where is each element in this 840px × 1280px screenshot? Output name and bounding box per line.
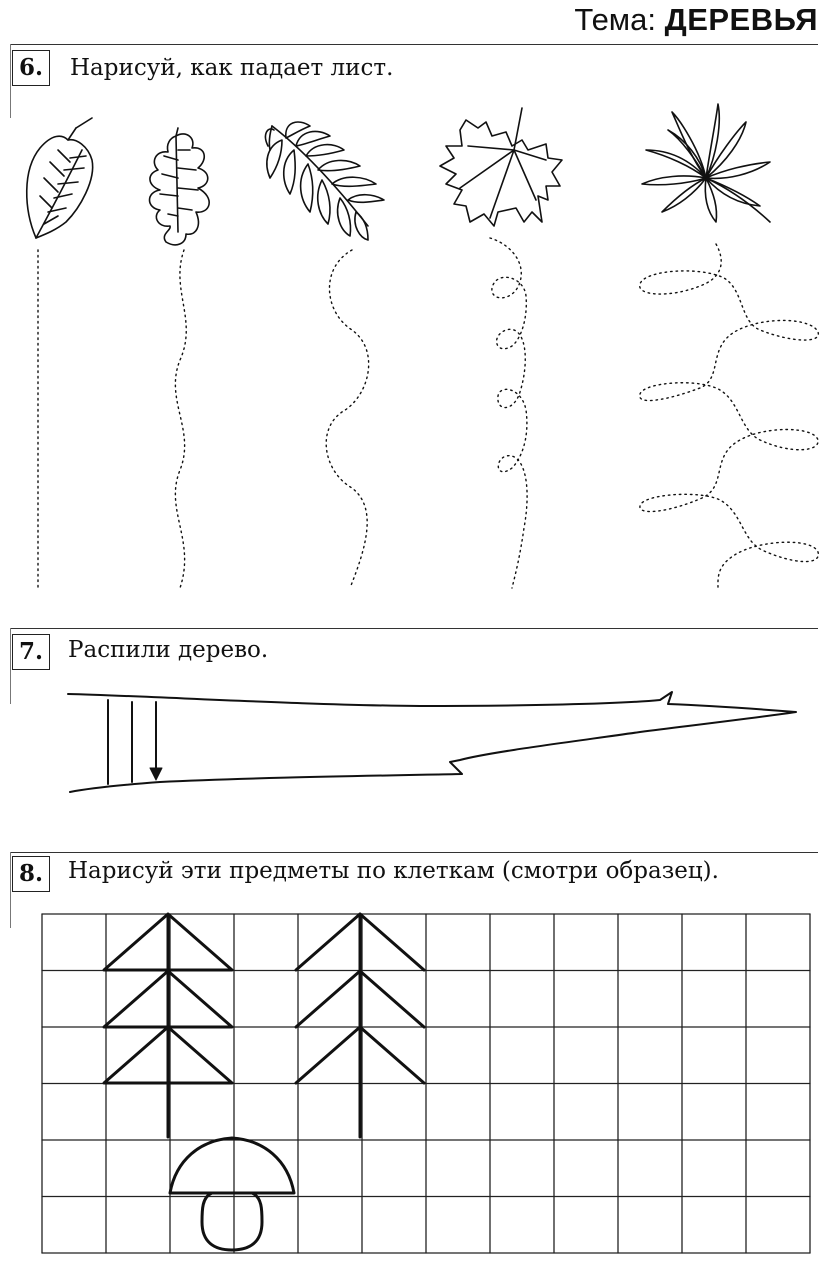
task-8-number: 8. bbox=[12, 856, 50, 892]
trunk-outline bbox=[68, 692, 796, 792]
trail-loops bbox=[490, 238, 527, 588]
task-6-text: Нарисуй, как падает лист. bbox=[70, 55, 394, 81]
tree-trunk-illustration bbox=[68, 692, 796, 792]
mushroom-stem bbox=[202, 1193, 262, 1250]
topic-value: ДЕРЕВЬЯ bbox=[664, 2, 818, 37]
trail-gentle-wave bbox=[175, 250, 186, 588]
cut-arrow-icon bbox=[150, 768, 162, 780]
task-7-text: Распили дерево. bbox=[68, 637, 269, 663]
fir-tree-outline-example bbox=[296, 914, 424, 1137]
task-6-number: 6. bbox=[12, 50, 50, 86]
leaf-fall-trails bbox=[38, 238, 818, 588]
oak-leaf-icon bbox=[150, 128, 210, 245]
birch-leaf-icon bbox=[27, 118, 93, 238]
task-7-number: 7. bbox=[12, 634, 50, 670]
chestnut-leaf-icon bbox=[642, 104, 770, 222]
task-8-text: Нарисуй эти предметы по клеткам (смотри образец). bbox=[68, 858, 719, 884]
fir-tree-example bbox=[104, 914, 232, 1137]
trail-wave bbox=[326, 250, 368, 588]
topic-label: Тема: bbox=[574, 2, 656, 37]
maple-leaf-icon bbox=[440, 108, 562, 226]
mushroom-cap bbox=[170, 1138, 294, 1193]
rowan-leaf-icon bbox=[266, 122, 384, 240]
mushroom-example bbox=[170, 1138, 294, 1250]
trail-oval-spiral bbox=[640, 244, 819, 588]
